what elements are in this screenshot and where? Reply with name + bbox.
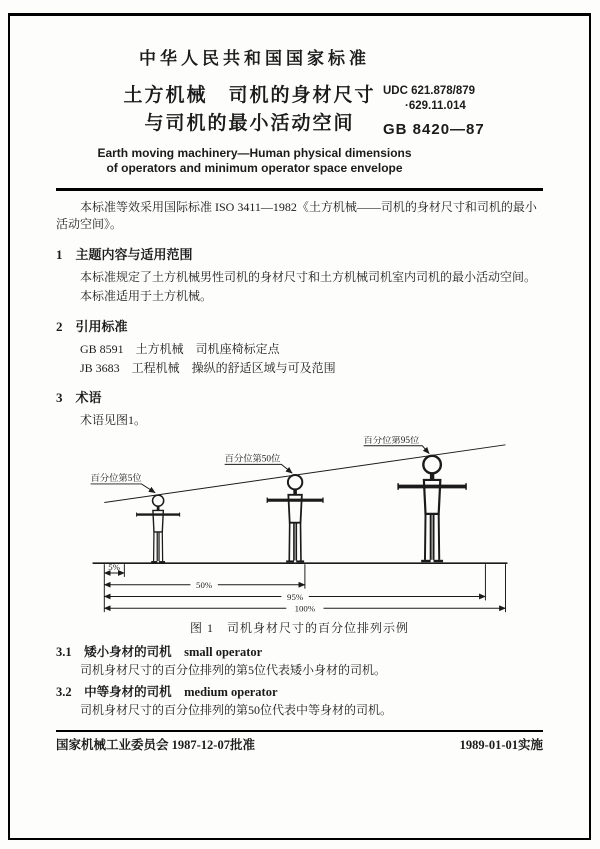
- person-figure-large: [398, 456, 466, 561]
- approval-text: 国家机械工业委员会 1987-12-07批准: [56, 737, 255, 752]
- section-1-paragraph-2: 本标准适用于土方机械。: [80, 289, 213, 304]
- figure-caption: 图 1 司机身材尺寸的百分位排列示例: [189, 620, 409, 635]
- percentile-label-50: 百分位第50位: [224, 454, 280, 465]
- section-3-2-heading: 3.2 中等身材的司机 medium operator: [56, 685, 278, 700]
- title-header-row: [56, 82, 543, 138]
- figure-1: [56, 436, 543, 636]
- footer: [56, 730, 543, 754]
- percentile-trend-line: [104, 445, 505, 503]
- dimension-label-50: 50%: [195, 579, 212, 590]
- implementation-text: 1989-01-01实施: [459, 737, 543, 752]
- page-border-frame: [8, 13, 591, 840]
- leader-line-95: [363, 446, 429, 454]
- standard-type-heading: 中华人民共和国国家标准: [139, 49, 370, 68]
- percentile-label-95: 百分位第95位: [363, 435, 419, 446]
- section-3-1-paragraph: 司机身材尺寸的百分位排列的第5位代表矮小身材的司机。: [80, 662, 387, 677]
- section-3-2-paragraph: 司机身材尺寸的百分位排列的第50位代表中等身材的司机。: [80, 703, 393, 718]
- percentile-label-5: 百分位第5位: [90, 473, 142, 484]
- leader-line-5: [90, 484, 155, 493]
- udc-line-1: UDC 621.878/879: [383, 85, 476, 97]
- document-title: [116, 82, 383, 138]
- udc-line-2: ·629.11.014: [405, 100, 466, 112]
- section-2-heading: 2 引用标准: [56, 318, 128, 334]
- standard-number: GB 8420—87: [383, 121, 485, 138]
- english-title-line-2: of operators and minimum operator space envelope: [106, 161, 403, 175]
- section-1-heading: 1 主题内容与适用范围: [56, 246, 193, 262]
- intro-paragraph: 本标准等效采用国际标准 ISO 3411—1982《土方机械——司机的身材尺寸和司机的最小活动空间》。: [56, 200, 537, 232]
- reference-standard-2: JB 3683 工程机械 操纵的舒适区域与可及范围: [80, 360, 336, 375]
- english-title: [56, 146, 453, 176]
- dimension-label-95: 95%: [286, 591, 303, 602]
- person-figure-medium: [267, 475, 323, 561]
- dimension-label-5: 5%: [107, 561, 120, 572]
- title-line-2: 与司机的最小活动空间: [144, 113, 355, 134]
- title-line-1: 土方机械 司机的身材尺寸: [123, 85, 376, 106]
- person-figure-small: [136, 495, 179, 562]
- section-3-paragraph-1: 术语见图1。: [80, 413, 147, 428]
- figure-1-drawing: [82, 436, 518, 618]
- reference-standard-1: GB 8591 土方机械 司机座椅标定点: [80, 341, 280, 356]
- udc-block: [383, 82, 543, 138]
- leader-line-50: [224, 464, 292, 473]
- section-3-1-heading: 3.1 矮小身材的司机 small operator: [56, 644, 263, 659]
- section-3-heading: 3 术语: [56, 390, 102, 406]
- title-left-spacer: [56, 82, 116, 138]
- divider-rule: [56, 188, 543, 191]
- section-1-paragraph-1: 本标准规定了土方机械男性司机的身材尺寸和土方机械司机室内司机的最小活动空间。: [80, 269, 537, 284]
- page-content: [10, 16, 589, 754]
- dimension-label-100: 100%: [294, 603, 315, 614]
- english-title-line-1: Earth moving machinery—Human physical dimensions: [97, 146, 412, 160]
